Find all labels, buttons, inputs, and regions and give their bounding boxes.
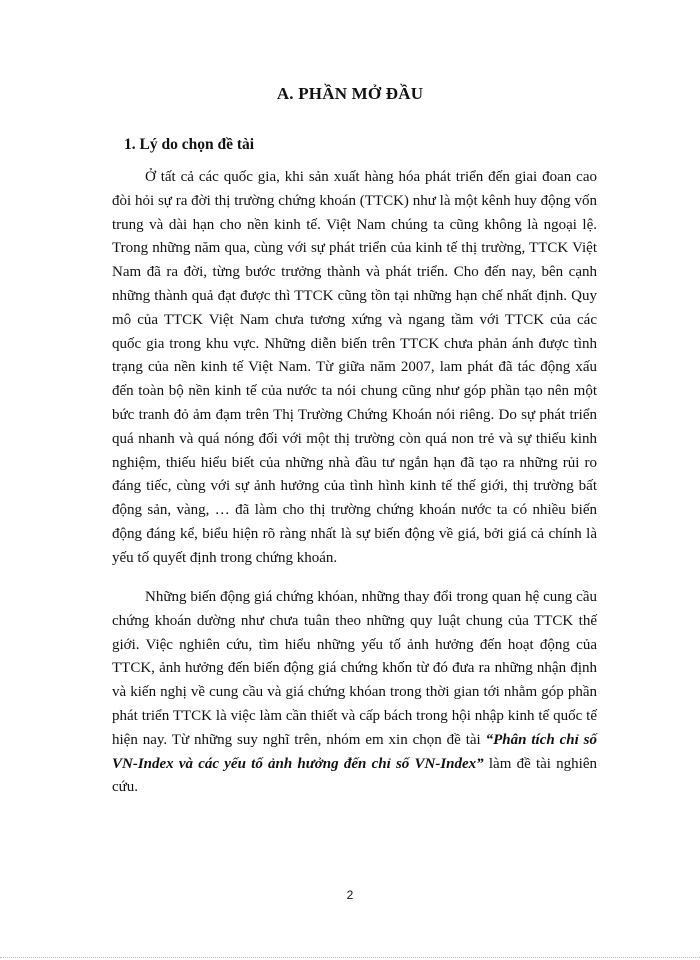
- body-paragraph-2: [112, 586, 597, 800]
- subsection-title: 1. Lý do chọn đề tài: [124, 136, 255, 153]
- body-paragraph-1: Ở tất cả các quốc gia, khi sản xuất hàng hóa phát triển đến giai đoan cao đòi hỏi sự ra đời thị trường chứng khoán (TTCK) như là một kênh huy động vốn trung và dài hạn cho nền kinh tế. Việt Nam chúng ta cũng không là ngoại lệ. Trong những năm qua, cùng với sự phát triển của kinh tế thị trường, TTCK Việt Nam đã ra đời, từng bước trưởng thành và phát triển. Cho đến nay, bên cạnh những thành quả đạt được thì TTCK cũng tồn tại những hạn chế nhất định. Quy mô của TTCK Việt Nam chưa tương xứng và ngang tầm với TTCK của các quốc gia trong khu vực. Những diễn biến trên TTCK chưa phản ánh được tình trạng của nền kinh tế Việt Nam. Từ giữa năm 2007, lam phát đã tác động xấu đến toàn bộ nền kinh tế của nước ta nói chung cũng như góp phần tạo nên một bức tranh đỏ ảm đạm trên Thị Trường Chứng Khoán nói riêng. Do sự phát triển quá nhanh và quá nóng đối với một thị trường còn quá non trẻ và sự thiếu kinh nghiệm, thiếu hiểu biết của những nhà đầu tư ngắn hạn đã tạo ra những rủi ro đáng tiếc, cùng với sự ảnh hưởng của tình hình kinh tế thế giới, thị trường bất động sản, vàng, … đã làm cho thị trường chứng khoán nước ta có nhiều biến động đáng kể, biểu hiện rõ ràng nhất là sự biến động về giá, bởi giá cả chính là yếu tố quyết định trong chứng khoán.: [112, 169, 597, 566]
- page-number: 2: [346, 888, 354, 902]
- section-heading: A. PHẦN MỞ ĐẦU: [276, 84, 424, 103]
- page-bottom-divider: [0, 957, 700, 958]
- paragraph-2-text: Những biến động giá chứng khóan, những thay đổi trong quan hệ cung cầu chứng khoán dường như chưa tuân theo những quy luật chung của TTCK thế giới. Việc nghiên cứu, tìm hiểu những yếu tố ảnh hưởng đến hoạt động của TTCK, ảnh hưởng đến biến động giá chứng khốn từ đó đưa ra những nhận định và kiến nghị về cung cầu và giá chứng khóan trong thời gian tới nhằm góp phần phát triển TTCK là việc làm cần thiết và cấp bách trong hội nhập kinh tế quốc tế hiện nay. Từ những suy nghĩ trên, nhóm em xin chọn đề tài: [112, 589, 597, 748]
- research-topic-title: “Phân tích chỉ số VN-Index và các yếu tố ảnh hưởng đến chỉ số VN-Index”: [112, 731, 597, 772]
- paragraph-2-ending: làm đề tài nghiên cứu.: [112, 755, 597, 796]
